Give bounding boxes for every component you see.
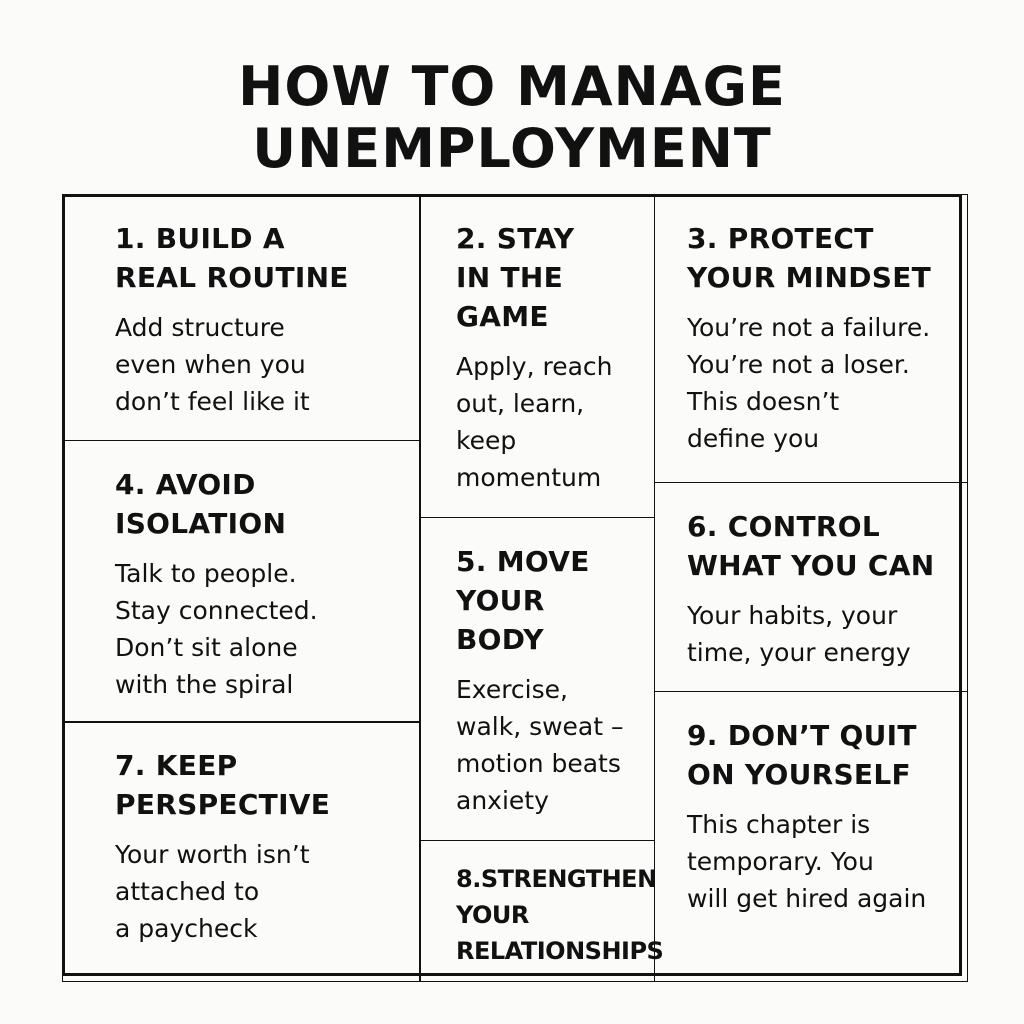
- title-line-1: HOW TO MANAGE: [238, 55, 786, 118]
- tip-5-body-line: motion beats: [456, 749, 621, 778]
- tip-1-body-line: don’t feel like it: [115, 387, 310, 416]
- tip-6-body-line: time, your energy: [687, 638, 911, 667]
- tip-3-heading-line: 3. PROTECT: [687, 222, 874, 255]
- tip-4-body-line: Talk to people.: [115, 559, 297, 588]
- tip-1-heading-line: 1. BUILD A: [115, 222, 285, 255]
- tip-9-heading-line: ON YOURSELF: [687, 758, 911, 791]
- tip-4-body: [115, 555, 400, 703]
- tip-1-cell: [62, 194, 421, 441]
- tip-8-heading: [456, 861, 664, 969]
- tip-5-cell: [419, 517, 655, 841]
- tip-2-heading-line: IN THE: [456, 261, 564, 294]
- tip-4-body-line: Stay connected.: [115, 596, 318, 625]
- tip-5-heading-line: BODY: [456, 623, 544, 656]
- tip-7-cell: [62, 721, 421, 982]
- tip-8-heading-line: 8.STRENGTHEN: [456, 865, 657, 893]
- tip-6-heading-line: WHAT YOU CAN: [687, 549, 935, 582]
- tip-3-heading-line: YOUR MINDSET: [687, 261, 932, 294]
- tip-1-body-line: even when you: [115, 350, 306, 379]
- tip-4-body-line: with the spiral: [115, 670, 294, 699]
- tip-8-heading-line: RELATIONSHIPS: [456, 937, 664, 965]
- tip-7-heading-line: 7. KEEP: [115, 749, 238, 782]
- tip-9-body-line: This chapter is: [687, 810, 871, 839]
- tip-4-heading: [115, 465, 400, 543]
- tip-2-heading-line: 2. STAY: [456, 222, 575, 255]
- tip-3-body: [687, 309, 947, 457]
- tip-5-body-line: Exercise,: [456, 675, 568, 704]
- tips-grid: [62, 194, 962, 976]
- tip-8-cell: [419, 840, 664, 982]
- tip-7-body-line: a paycheck: [115, 914, 258, 943]
- tip-6-body-line: Your habits, your: [687, 601, 898, 630]
- title-line-2: UNEMPLOYMENT: [252, 117, 772, 180]
- tip-9-body: [687, 806, 947, 917]
- tip-5-heading-line: 5. MOVE: [456, 545, 590, 578]
- tip-4-cell: [62, 440, 421, 723]
- tip-1-heading-line: REAL ROUTINE: [115, 261, 349, 294]
- tip-4-body-line: Don’t sit alone: [115, 633, 298, 662]
- tip-2-body-line: out, learn,: [456, 389, 585, 418]
- tip-9-body-line: will get hired again: [687, 884, 927, 913]
- tip-7-body: [115, 836, 400, 947]
- tip-3-heading: [687, 219, 947, 297]
- tip-8-heading-line: YOUR: [456, 901, 529, 929]
- tip-1-heading: [115, 219, 400, 297]
- tip-7-body-line: attached to: [115, 877, 260, 906]
- tip-3-body-line: You’re not a failure.: [687, 313, 931, 342]
- tip-6-heading: [687, 507, 947, 585]
- tip-2-body: [456, 348, 634, 496]
- tip-6-body: [687, 597, 947, 671]
- tip-1-body-line: Add structure: [115, 313, 285, 342]
- tip-2-heading-line: GAME: [456, 300, 549, 333]
- tip-7-heading-line: PERSPECTIVE: [115, 788, 331, 821]
- tip-9-body-line: temporary. You: [687, 847, 874, 876]
- tip-5-body-line: anxiety: [456, 786, 549, 815]
- tip-3-body-line: You’re not a loser.: [687, 350, 910, 379]
- tip-2-heading: [456, 219, 634, 336]
- tip-7-body-line: Your worth isn’t: [115, 840, 310, 869]
- tip-2-body-line: keep: [456, 426, 517, 455]
- tip-3-body-line: define you: [687, 424, 820, 453]
- tip-5-heading-line: YOUR: [456, 584, 545, 617]
- tip-5-body: [456, 671, 634, 819]
- tip-3-cell: [654, 194, 968, 483]
- tip-3-body-line: This doesn’t: [687, 387, 840, 416]
- tip-6-heading-line: 6. CONTROL: [687, 510, 880, 543]
- tip-2-body-line: momentum: [456, 463, 602, 492]
- tip-7-heading: [115, 746, 400, 824]
- tip-5-body-line: walk, sweat –: [456, 712, 624, 741]
- tip-2-body-line: Apply, reach: [456, 352, 613, 381]
- tip-4-heading-line: 4. AVOID: [115, 468, 256, 501]
- tip-4-heading-line: ISOLATION: [115, 507, 287, 540]
- tip-9-heading-line: 9. DON’T QUIT: [687, 719, 917, 752]
- tip-9-heading: [687, 716, 947, 794]
- tip-9-cell: [654, 691, 968, 982]
- tip-5-heading: [456, 542, 634, 659]
- tip-1-body: [115, 309, 400, 420]
- page-title: [0, 56, 1024, 180]
- tip-2-cell: [419, 194, 655, 518]
- tip-6-cell: [654, 482, 968, 692]
